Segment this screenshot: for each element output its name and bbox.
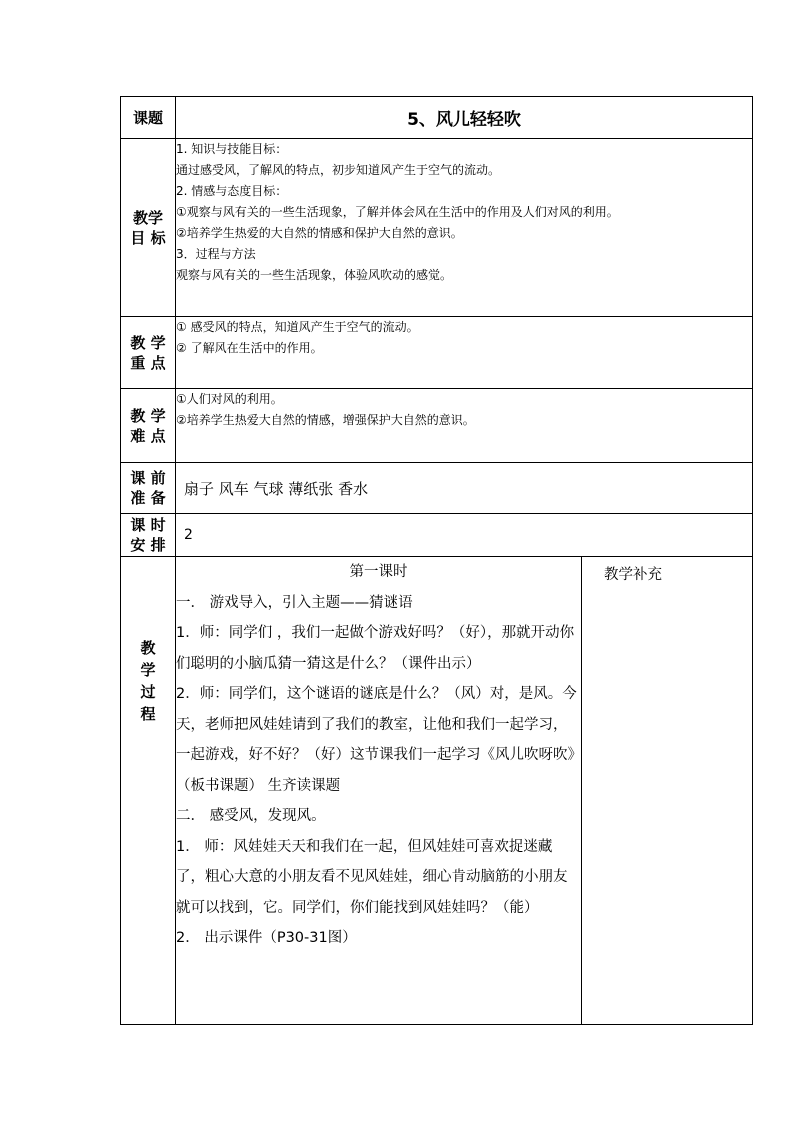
preparation-row bbox=[121, 463, 753, 514]
difficulty-line: ①人们对风的利用。 bbox=[176, 392, 283, 406]
lesson-period-title: 第一课时 bbox=[349, 564, 408, 580]
goals-content bbox=[176, 139, 753, 317]
process-row bbox=[121, 557, 753, 1025]
title-row bbox=[121, 97, 753, 139]
key-points-label: 教 学 重 点 bbox=[121, 317, 176, 389]
goal-line: 2. 情感与态度目标： bbox=[176, 184, 288, 198]
preparation-content: 扇子 风车 气球 薄纸张 香水 bbox=[176, 463, 753, 514]
lesson-plan-table bbox=[120, 96, 753, 1025]
process-paragraph: 一． 游戏导入，引入主题——猜谜语 bbox=[176, 594, 413, 611]
process-paragraph: 1．师：同学们 ，我们一起做个游戏好吗？（好），那就开动你们聪明的小脑瓜猜一猜这是什么？（课件出示） bbox=[176, 625, 575, 672]
difficulty-line: ②培养学生热爱大自然的情感，增强保护大自然的意识。 bbox=[176, 413, 475, 427]
goal-line: ②培养学生热爱的大自然的情感和保护大自然的意识。 bbox=[176, 226, 463, 240]
key-point-line: ① 感受风的特点，知道风产生于空气的流动。 bbox=[176, 320, 419, 334]
schedule-label: 课 时 安 排 bbox=[121, 514, 176, 557]
process-paragraph: 2． 出示课件（P30-31图） bbox=[176, 930, 357, 946]
topic-label: 课题 bbox=[121, 97, 176, 139]
key-points-content bbox=[176, 317, 753, 389]
difficulties-row bbox=[121, 389, 753, 463]
goal-line: 1. 知识与技能目标： bbox=[176, 142, 288, 156]
key-points-row bbox=[121, 317, 753, 389]
goal-line: 通过感受风，了解风的特点，初步知道风产生于空气的流动。 bbox=[176, 163, 501, 177]
difficulties-content bbox=[176, 389, 753, 463]
process-paragraph: 2．师：同学们，这个谜语的谜底是什么？（风）对，是风。今天，老师把风娃娃请到了我们的教室，让他和我们一起学习，一起游戏，好不好？（好）这节课我们一起学习《风儿吹呀吹》（板书课题） 生齐读课题 bbox=[176, 686, 577, 794]
process-label: 教 学 过 程 bbox=[121, 557, 176, 1025]
process-paragraph: 1． 师：风娃娃天天和我们在一起，但风娃娃可喜欢捉迷藏了，粗心大意的小朋友看不见风娃娃，细心肯动脑筋的小朋友就可以找到，它。同学们，你们能找到风娃娃吗？（能） bbox=[176, 838, 568, 916]
goal-line: ①观察与风有关的一些生活现象，了解并体会风在生活中的作用及人们对风的利用。 bbox=[176, 205, 619, 219]
goal-line: 3．过程与方法 bbox=[176, 247, 256, 261]
schedule-row bbox=[121, 514, 753, 557]
goal-line: 观察与风有关的一些生活现象，体验风吹动的感觉。 bbox=[176, 268, 453, 282]
key-point-line: ② 了解风在生活中的作用。 bbox=[176, 341, 323, 355]
process-content bbox=[176, 557, 582, 1025]
lesson-title: 5、风儿轻轻吹 bbox=[176, 97, 753, 139]
difficulties-label: 教 学 难 点 bbox=[121, 389, 176, 463]
goals-row bbox=[121, 139, 753, 317]
preparation-label: 课 前 准 备 bbox=[121, 463, 176, 514]
process-paragraph: 二． 感受风，发现风。 bbox=[176, 808, 326, 824]
goals-label: 教学 目 标 bbox=[121, 139, 176, 317]
teaching-supplement: 教学补充 bbox=[582, 557, 753, 1025]
schedule-content: 2 bbox=[176, 514, 753, 557]
